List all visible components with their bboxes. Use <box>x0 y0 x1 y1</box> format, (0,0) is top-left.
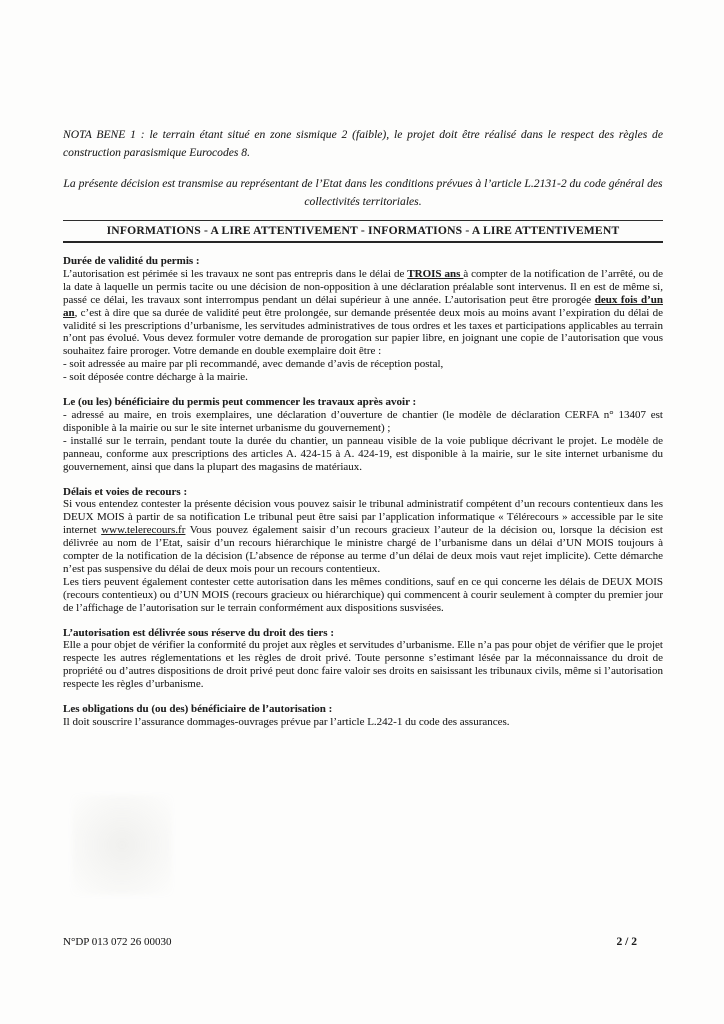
dossier-number: N°DP 013 072 26 00030 <box>63 936 172 948</box>
info-section <box>63 627 663 692</box>
section-paragraph <box>63 268 663 358</box>
section-heading: Délais et voies de recours : <box>63 485 188 498</box>
telerecours-link: www.telerecours.fr <box>101 524 186 537</box>
text-segment: TROIS ans <box>407 267 464 280</box>
transmission-note: La présente décision est transmise au représentant de l’Etat dans les conditions prévues à l’article L.2131-2 du code général des collectivités territoriales. <box>63 177 663 208</box>
document-content <box>63 126 663 729</box>
section-paragraph <box>63 498 663 575</box>
section-heading: Les obligations du (ou des) bénéficiaire de l’autorisation : <box>63 703 333 716</box>
section-heading: Le (ou les) bénéficiaire du permis peut commencer les travaux après avoir : <box>63 396 417 409</box>
section-paragraph <box>63 409 663 435</box>
text-segment: - adressé au maire, en trois exemplaires, une déclaration d’ouverture de chantier (le modèle de déclaration CERFA n° 13407 est disponible à la mairie ou sur le site internet urbanisme du gouvernement) ; <box>63 408 663 434</box>
text-segment: - soit déposée contre décharge à la mairie. <box>63 371 248 384</box>
text-segment: Si vous entendez contester la présente décision vous pouvez saisir le tribunal administratif compétent d’un recours contentieux dans les DEUX MOIS à partir de sa notification Le tribunal peut être saisi par l’application informatique « Télérecours » accessible par le site internet <box>63 498 663 537</box>
section-heading: Durée de validité du permis : <box>63 255 200 267</box>
info-section <box>63 703 663 729</box>
section-paragraph <box>63 371 663 384</box>
info-section <box>63 396 663 473</box>
section-paragraph <box>63 716 663 729</box>
scan-smudge-artifact <box>72 795 172 895</box>
info-section <box>63 255 663 384</box>
section-paragraph <box>63 576 663 615</box>
nota-bene-note: NOTA BENE 1 : le terrain étant situé en zone sismique 2 (faible), le projet doit être réalisé dans le respect des règles de construction parasismique Eurocodes 8. <box>63 128 663 159</box>
text-segment: Les tiers peuvent également contester cette autorisation dans les mêmes conditions, sauf en ce qui concerne les délais de DEUX MOIS (recours contentieux) ou d’UN MOIS (recours gracieux ou hiérarchique) qui commencent à courir seulement à compter du premier jour de l’affichage de l’autorisation sur le terrain conformément aux dispositions susvisées. <box>63 575 663 614</box>
info-section <box>63 486 663 615</box>
page-number: 2 / 2 <box>616 936 637 948</box>
text-segment: Vous pouvez également saisir d’un recours gracieux l’auteur de la décision ou, lorsque la décision est délivrée au nom de l’Etat, saisir d’un recours hiérarchique le ministre chargé de l’urbanisme dans un délai d’UN MOIS toujours à compter de la notification de la décision (L’absence de réponse au terme d’un délai de deux mois vaut rejet implicite). Cette démarche n’est pas suspensive du délai de deux mois pour un recours contentieux. <box>63 524 663 575</box>
text-segment: à compter de la notification de l’arrêté, ou de la date à laquelle un permis tacite ou une décision de non-opposition à une déclaration préalable sont intervenus. Il en est de même si, passé ce délai, les travaux sont interrompus pendant un délai supérieur à une année. L’autorisation peut être prorogée <box>63 267 664 306</box>
page-footer <box>63 936 663 949</box>
text-segment: , c’est à dire que sa durée de validité peut être prolongée, sur demande présentée deux mois au moins avant l’expiration du délai de validité si les prescriptions d’urbanisme, les servitudes administratives de tous ordres et les taxes et participations applicables au terrain n’ont pas évolué. Vous devez formuler votre demande de prorogation sur papier libre, en joignant une copie de l’autorisation que vous souhaitez faire proroger. Votre demande en double exemplaire doit être : <box>63 306 663 358</box>
text-segment: - soit adressée au maire par pli recommandé, avec demande d’avis de réception postal, <box>63 358 444 371</box>
info-sections <box>63 255 663 729</box>
section-paragraph <box>63 435 663 474</box>
section-heading: L’autorisation est délivrée sous réserve du droit des tiers : <box>63 626 334 639</box>
text-segment: deux fois d’un an <box>63 293 663 319</box>
text-segment: Elle a pour objet de vérifier la conformité du projet aux règles et servitudes d’urbanisme. Elle n’a pas pour objet de vérifier que le projet respecte les autres réglementations et les règles de droit privé. Toute personne s’estimant lésée par la méconnaissance du droit de propriété ou d’autres dispositions de droit privé peut donc faire valoir ses droits en saisissant les tribunaux civils, même si l’autorisation respecte les règles d’urbanisme. <box>63 639 663 691</box>
section-paragraph <box>63 358 663 371</box>
section-paragraph <box>63 639 663 691</box>
informations-banner: INFORMATIONS - A LIRE ATTENTIVEMENT - INFORMATIONS - A LIRE ATTENTIVEMENT <box>63 220 663 243</box>
text-segment: Il doit souscrire l’assurance dommages-ouvrages prévue par l’article L.242-1 du code des assurances. <box>63 716 510 728</box>
text-segment: - installé sur le terrain, pendant toute la durée du chantier, un panneau visible de la voie publique décrivant le projet. Le modèle de panneau, conforme aux prescriptions des articles A. 424-15 à A. 424-19, est disponible à la mairie, sur le site internet urbanisme du gouvernement, ainsi que dans la plupart des magasins de matériaux. <box>63 434 663 473</box>
text-segment: L’autorisation est périmée si les travaux ne sont pas entrepris dans le délai de <box>63 267 408 280</box>
